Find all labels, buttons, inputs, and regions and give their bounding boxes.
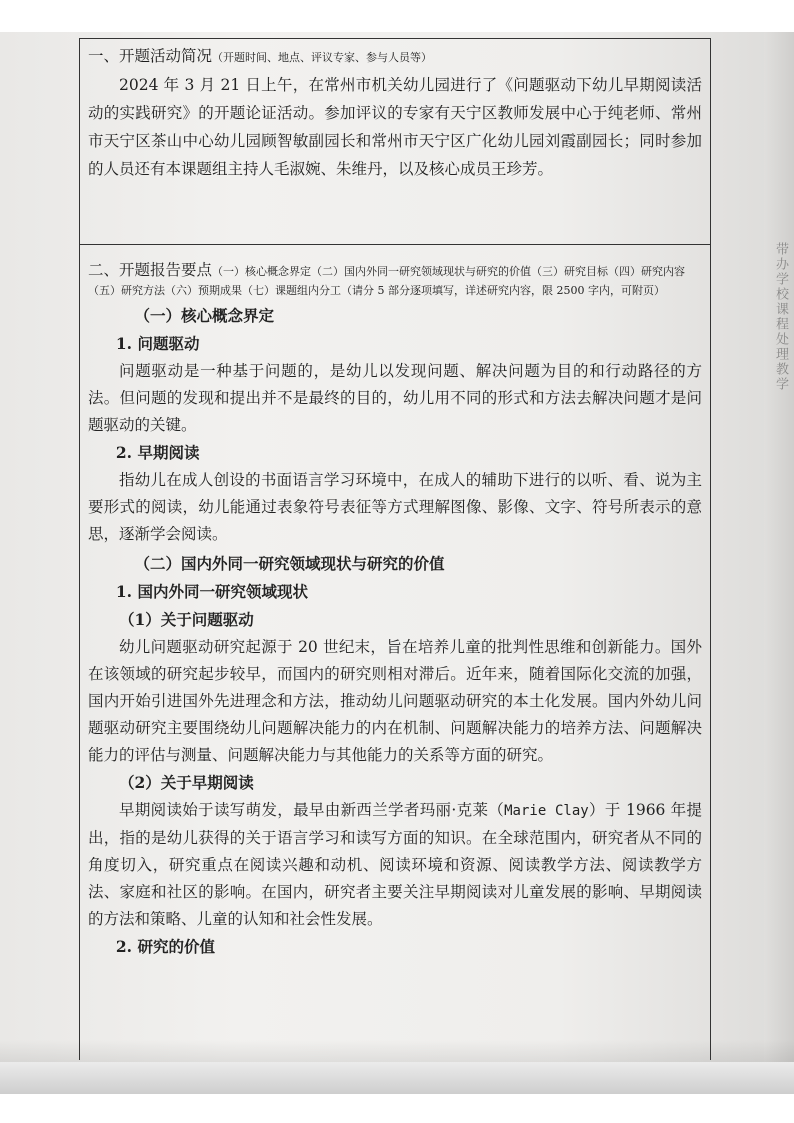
concept2-title: 2. 早期阅读 bbox=[115, 443, 200, 462]
status1-title: （1）关于问题驱动 bbox=[119, 610, 254, 629]
status2-text-b: ）于 1966 年提出，指的是幼儿获得的关于语言学习和读写方面的知识。在全球范围内，研究者从不同的角度切入，研究重点在阅读兴趣和动机、阅读环境和资源、阅读教学方法、阅读教学方法、家庭和社区的影响。在国内，研究者主要关注早期阅读对儿童发展的影响、早期阅读的方法和策略、儿童的认知和社会性发展。 bbox=[88, 801, 702, 928]
status2-title: （2）关于早期阅读 bbox=[119, 773, 254, 792]
section2-heading bbox=[88, 261, 702, 300]
section1-title: 一、开题活动简况 bbox=[88, 47, 213, 65]
section2-title: 二、开题报告要点 bbox=[88, 261, 213, 279]
concept1-title: 1. 问题驱动 bbox=[115, 334, 200, 353]
section-activity-summary bbox=[80, 39, 710, 245]
report-table bbox=[79, 38, 711, 1060]
status2-text bbox=[88, 797, 702, 933]
section1-note: （开题时间、地点、评议专家、参与人员等） bbox=[212, 51, 433, 64]
part1-title: （一）核心概念界定 bbox=[134, 306, 275, 325]
concept1-text: 问题驱动是一种基于问题的，是幼儿以发现问题、解决问题为目的和行动路径的方法。但问题的发现和提出并不是最终的目的，幼儿用不同的形式和方法去解决问题才是问题驱动的关键。 bbox=[88, 362, 702, 434]
next-page-edge bbox=[764, 32, 794, 1062]
section-report-points bbox=[80, 245, 710, 961]
part2-title: （二）国内外同一研究领域现状与研究的价值 bbox=[134, 554, 445, 573]
status-title: 1. 国内外同一研究领域现状 bbox=[115, 582, 308, 601]
value-title: 2. 研究的价值 bbox=[115, 937, 215, 956]
section1-heading bbox=[88, 45, 702, 69]
edge-text: 带办学校课程处理教学 bbox=[773, 242, 788, 392]
section1-paragraph: 2024 年 3 月 21 日上午，在常州市机关幼儿园进行了《问题驱动下幼儿早期阅读活动的实践研究》的开题论证活动。参加评议的专家有天宁区教师发展中心于纯老师、常州市天宁区茶山中心幼儿园顾智敏副园长和常州市天宁区广化幼儿园刘霞副园长；同时参加的人员还有本课题组主持人毛淑婉、朱维丹，以及核心成员王珍芳。 bbox=[88, 76, 702, 178]
concept2-text: 指幼儿在成人创设的书面语言学习环境中，在成人的辅助下进行的以听、看、说为主要形式的阅读，幼儿能通过表象符号表征等方式理解图像、影像、文字、符号所表示的意思，逐渐学会阅读。 bbox=[88, 471, 702, 543]
status2-en-name: Marie Clay bbox=[504, 803, 589, 819]
status1-text: 幼儿问题驱动研究起源于 20 世纪末，旨在培养儿童的批判性思维和创新能力。国外在该领域的研究起步较早，而国内的研究则相对滞后。近年来，随着国际化交流的加强，国内开始引进国外先进理念和方法，推动幼儿问题驱动研究的本土化发展。国内外幼儿问题驱动研究主要围绕幼儿问题解决能力的内在机制、问题解决能力的培养方法、问题解决能力的评估与测量、问题解决能力与其他能力的关系等方面的研究。 bbox=[88, 638, 702, 764]
status2-text-a: 早期阅读始于读写萌发，最早由新西兰学者玛丽·克莱（ bbox=[119, 801, 505, 819]
section2-note: （一）核心概念界定（二）国内外同一研究领域现状与研究的价值（三）研究目标（四）研究内容（五）研究方法（六）预期成果（七）课题组内分工（请分 5 部分逐项填写，详述研究内容，限 2500 字内，可附页） bbox=[88, 265, 686, 297]
